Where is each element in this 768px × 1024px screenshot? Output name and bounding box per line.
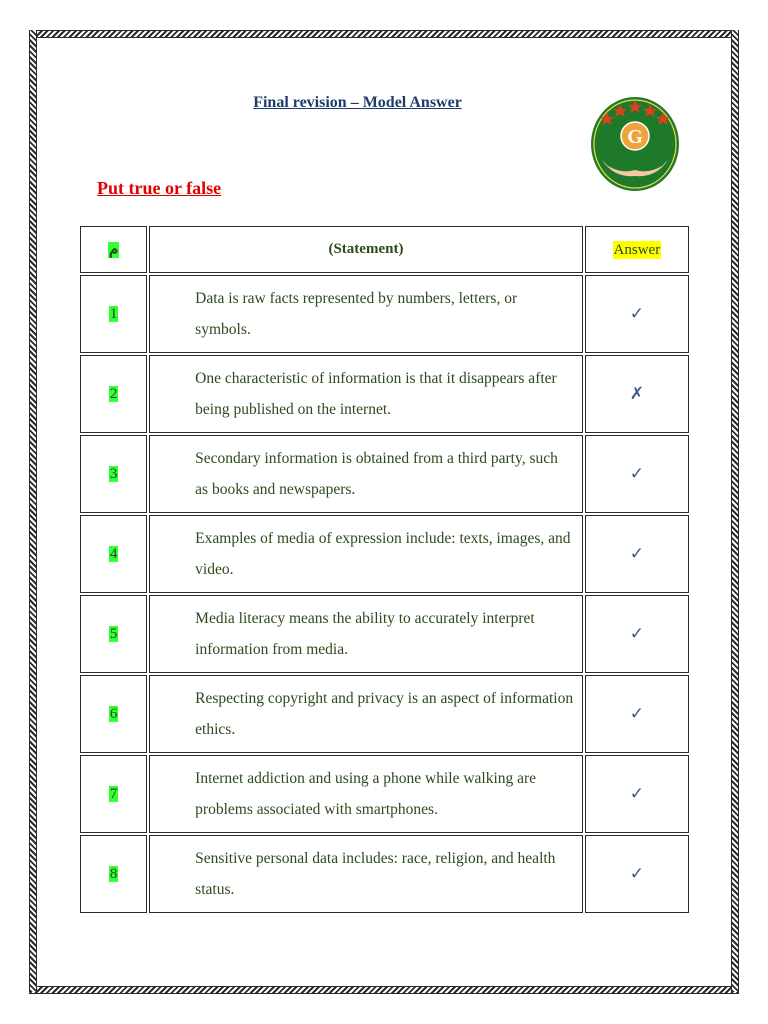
school-logo-icon	[590, 96, 680, 192]
table-row	[80, 355, 689, 433]
answer-mark: ✓	[629, 464, 644, 484]
answer-mark: ✓	[629, 544, 644, 564]
row-number-cell	[80, 355, 147, 433]
row-answer-cell	[585, 835, 689, 913]
row-number: 6	[109, 706, 118, 722]
header-answer: Answer	[613, 241, 661, 258]
page-border-top	[29, 30, 739, 38]
row-number: 8	[109, 866, 118, 882]
header-number: م	[108, 242, 119, 258]
true-false-table	[78, 224, 691, 915]
answer-mark: ✓	[629, 784, 644, 804]
row-statement: One characteristic of information is that it disappears after being published on the internet.	[149, 355, 583, 433]
row-answer-cell	[585, 275, 689, 353]
row-number-cell	[80, 835, 147, 913]
header-statement: (Statement)	[149, 226, 583, 273]
page-title: Final revision – Model Answer	[253, 94, 462, 111]
row-answer-cell	[585, 355, 689, 433]
row-number: 5	[109, 626, 118, 642]
table-row	[80, 595, 689, 673]
answer-mark: ✓	[629, 624, 644, 644]
row-statement: Secondary information is obtained from a third party, such as books and newspapers.	[149, 435, 583, 513]
table-row	[80, 675, 689, 753]
row-statement: Internet addiction and using a phone while walking are problems associated with smartphones.	[149, 755, 583, 833]
row-number: 3	[109, 466, 118, 482]
school-logo	[590, 96, 680, 192]
table-row	[80, 435, 689, 513]
row-number: 1	[109, 306, 118, 322]
page-border-bottom	[29, 986, 739, 994]
table-row	[80, 275, 689, 353]
row-answer-cell	[585, 755, 689, 833]
row-number: 4	[109, 546, 118, 562]
row-number-cell	[80, 515, 147, 593]
row-number-cell	[80, 675, 147, 753]
row-answer-cell	[585, 675, 689, 753]
row-number-cell	[80, 275, 147, 353]
row-answer-cell	[585, 595, 689, 673]
section-heading: Put true or false	[97, 178, 222, 198]
row-statement: Data is raw facts represented by numbers, letters, or symbols.	[149, 275, 583, 353]
answer-mark: ✓	[629, 864, 644, 884]
row-number-cell	[80, 595, 147, 673]
page-border-left	[29, 30, 37, 992]
answer-mark: ✗	[629, 384, 644, 404]
row-statement: Media literacy means the ability to accurately interpret information from media.	[149, 595, 583, 673]
answer-mark: ✓	[629, 304, 644, 324]
row-number: 2	[109, 386, 118, 402]
row-number: 7	[109, 786, 118, 802]
row-answer-cell	[585, 435, 689, 513]
row-statement: Examples of media of expression include: texts, images, and video.	[149, 515, 583, 593]
page-border-right	[731, 30, 739, 992]
table-row	[80, 515, 689, 593]
header-answer-cell	[585, 226, 689, 273]
header-number-cell	[80, 226, 147, 273]
row-number-cell	[80, 435, 147, 513]
row-statement: Sensitive personal data includes: race, religion, and health status.	[149, 835, 583, 913]
table-header-row	[80, 226, 689, 273]
row-number-cell	[80, 755, 147, 833]
answer-mark: ✓	[629, 704, 644, 724]
row-answer-cell	[585, 515, 689, 593]
svg-text:G: G	[627, 126, 643, 148]
row-statement: Respecting copyright and privacy is an aspect of information ethics.	[149, 675, 583, 753]
table-row	[80, 835, 689, 913]
table-row	[80, 755, 689, 833]
